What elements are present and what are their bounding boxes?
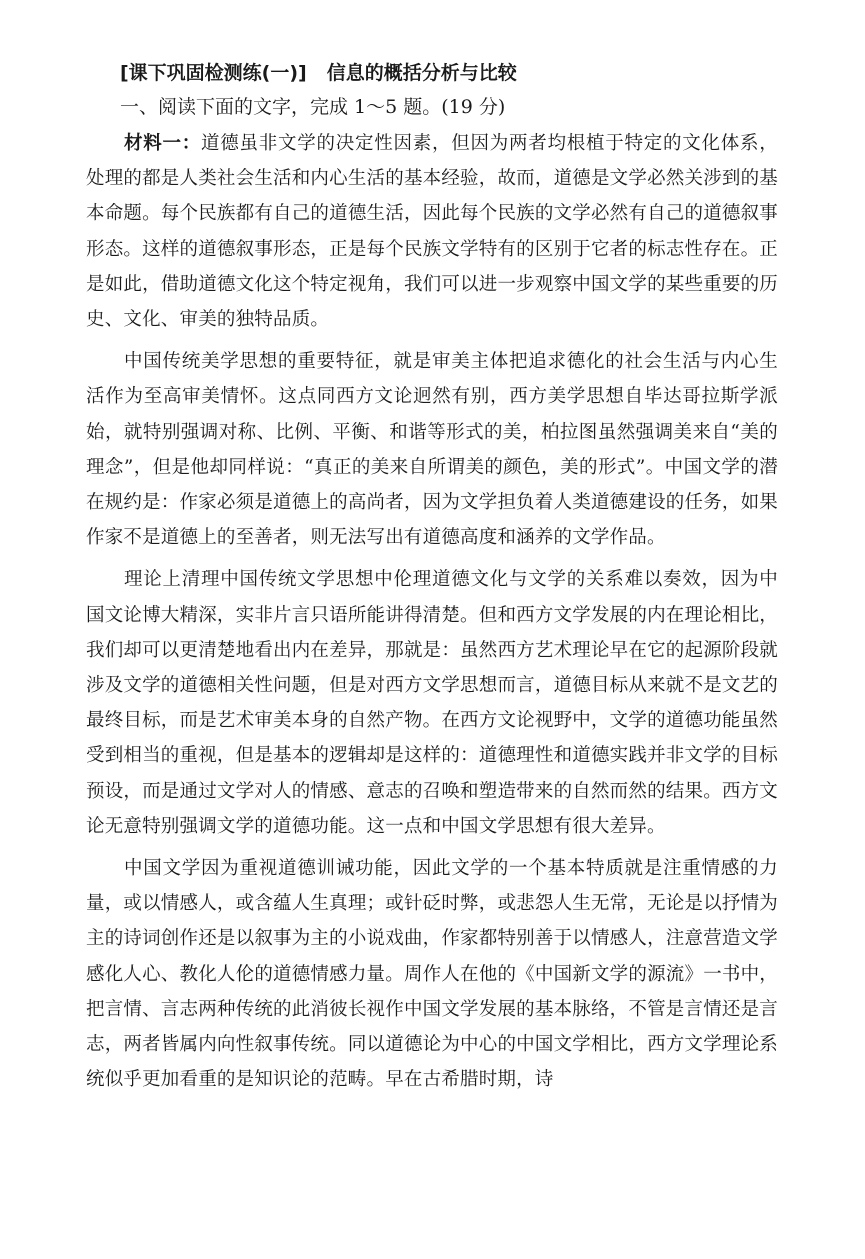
topic-title: 信息的概括分析与比较: [326, 62, 517, 84]
paragraph-text: 道德虽非文学的决定性因素，但因为两者均根植于特定的文化体系，处理的都是人类社会生活和内心生活的基本经验，故而，道德是文学必然关涉到的基本命题。每个民族都有自己的道德生活，因此每个民族的文学必然有自己的道德叙事形态。这样的道德叙事形态，正是每个民族文学特有的区别于它者的标志性存在。正是如此，借助道德文化这个特定视角，我们可以进一步观察中国文学的某些重要的历史、文化、审美的独特品质。: [86, 133, 778, 331]
material-paragraph-1: [86, 126, 778, 337]
material-paragraph-3: 理论上清理中国传统文学思想中伦理道德文化与文学的关系难以奏效，因为中国文论博大精深，实非片言只语所能讲得清楚。但和西方文学发展的内在理论相比，我们却可以更清楚地看出内在差异，那就是：虽然西方艺术理论早在它的起源阶段就涉及文学的道德相关性问题，但是对西方文学思想而言，道德目标从来就不是文艺的最终目标，而是艺术审美本身的自然产物。在西方文论视野中，文学的道德功能虽然受到相当的重视，但是基本的逻辑却是这样的：道德理性和道德实践并非文学的目标预设，而是通过文学对人的情感、意志的召唤和塑造带来的自然而然的结果。西方文论无意特别强调文学的道德功能。这一点和中国文学思想有很大差异。: [86, 569, 778, 837]
material-label: 材料一：: [124, 133, 202, 154]
section-title: [课下巩固检测练(一)]: [120, 62, 307, 84]
document-page: [86, 56, 778, 1097]
question-instruction: 一、阅读下面的文字，完成 1～5 题。(19 分): [120, 96, 506, 118]
material-paragraph-4: 中国文学因为重视道德训诫功能，因此文学的一个基本特质就是注重情感的力量，或以情感人，或含蕴人生真理；或针砭时弊，或悲怨人生无常，无论是以抒情为主的诗词创作还是以叙事为主的小说戏曲，作家都特别善于以情感人，注意营造文学感化人心、教化人伦的道德情感力量。周作人在他的《中国新文学的源流》一书中，把言情、言志两种传统的此消彼长视作中国文学发展的基本脉络，不管是言情还是言志，两者皆属内向性叙事传统。同以道德论为中心的中国文学相比，西方文学理论系统似乎更加看重的是知识论的范畴。早在古希腊时期，诗: [86, 858, 778, 1091]
page-title: [86, 56, 778, 90]
material-paragraph-2: 中国传统美学思想的重要特征，就是审美主体把追求德化的社会生活与内心生活作为至高审美情怀。这点同西方文论迥然有别，西方美学思想自毕达哥拉斯学派始，就特别强调对称、比例、平衡、和谐等形式的美，柏拉图虽然强调美来自“美的理念”，但是他却同样说：“真正的美来自所谓美的颜色，美的形式”。中国文学的潜在规约是：作家必须是道德上的高尚者，因为文学担负着人类道德建设的任务，如果作家不是道德上的至善者，则无法写出有道德高度和涵养的文学作品。: [86, 351, 778, 549]
